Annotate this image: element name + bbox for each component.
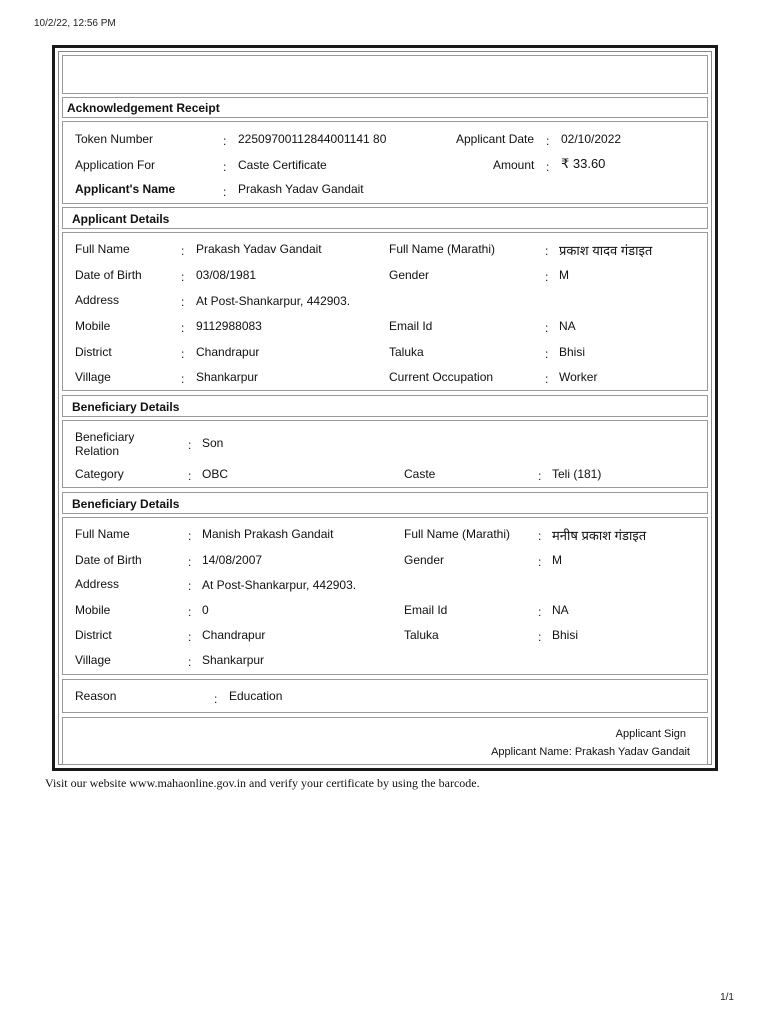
colon: : xyxy=(538,605,542,619)
receipt-title-box xyxy=(62,97,708,118)
address-label: Address xyxy=(75,293,120,307)
beneficiary-relation-box xyxy=(62,420,708,488)
colon: : xyxy=(538,469,542,483)
address-value: At Post-Shankarpur, 442903. xyxy=(196,294,351,308)
ben-village-value: Shankarpur xyxy=(202,653,265,667)
colon: : xyxy=(214,692,218,706)
gender-value: M xyxy=(559,268,569,282)
mobile-value: 9112988083 xyxy=(196,319,262,333)
colon: : xyxy=(181,321,185,335)
ben-mobile-label: Mobile xyxy=(75,603,111,617)
village-label: Village xyxy=(75,370,111,384)
occupation-value: Worker xyxy=(559,370,598,384)
caste-label: Caste xyxy=(404,467,436,481)
reason-box xyxy=(62,679,708,713)
email-value: NA xyxy=(559,319,576,333)
colon: : xyxy=(223,134,227,148)
ben-email-label: Email Id xyxy=(404,603,448,617)
beneficiary-details-title: Beneficiary Details xyxy=(72,497,180,511)
verification-note: Visit our website www.mahaonline.gov.in and verify your certificate by using the barcode. xyxy=(45,776,480,790)
taluka-value: Bhisi xyxy=(559,345,586,359)
token-label: Token Number xyxy=(75,132,154,146)
ben-dob-label: Date of Birth xyxy=(75,553,142,567)
ben-full-name-marathi-label: Full Name (Marathi) xyxy=(404,527,511,541)
colon: : xyxy=(538,630,542,644)
colon: : xyxy=(546,160,550,174)
colon: : xyxy=(545,321,549,335)
district-value: Chandrapur xyxy=(196,345,260,359)
applicant-details-title-box xyxy=(62,207,708,229)
reason-value: Education xyxy=(229,689,283,703)
full-name-marathi-label: Full Name (Marathi) xyxy=(389,242,496,256)
colon: : xyxy=(188,555,192,569)
ben-gender-label: Gender xyxy=(404,553,445,567)
ben-mobile-value: 0 xyxy=(202,603,209,617)
beneficiary-relation-title: Beneficiary Details xyxy=(72,400,180,414)
caste-value: Teli (181) xyxy=(552,467,602,481)
amount-value: ₹ 33.60 xyxy=(561,156,606,171)
receipt-frame xyxy=(52,45,718,771)
beneficiary-relation-title-box xyxy=(62,395,708,417)
dob-label: Date of Birth xyxy=(75,268,142,282)
colon: : xyxy=(188,655,192,669)
occupation-label: Current Occupation xyxy=(389,370,494,384)
signature-box xyxy=(62,717,708,765)
dob-value: 03/08/1981 xyxy=(196,268,257,282)
token-value: 22509700112844001141 80 xyxy=(238,132,387,146)
colon: : xyxy=(223,185,227,199)
ben-district-label: District xyxy=(75,628,112,642)
print-timestamp: 10/2/22, 12:56 PM xyxy=(34,18,116,29)
applicant-date-value: 02/10/2022 xyxy=(561,132,622,146)
full-name-marathi-value: प्रकाश यादव गंडाइत xyxy=(559,243,653,258)
beneficiary-details-title-box xyxy=(62,492,708,514)
receipt-title: Acknowledgement Receipt xyxy=(67,101,220,115)
applicant-details-box xyxy=(62,232,708,391)
colon: : xyxy=(181,244,185,258)
applicant-sign-label: Applicant Sign xyxy=(615,728,686,740)
applicant-details-title: Applicant Details xyxy=(72,212,170,226)
colon: : xyxy=(188,529,192,543)
ben-email-value: NA xyxy=(552,603,569,617)
district-label: District xyxy=(75,345,112,359)
colon: : xyxy=(538,529,542,543)
ben-address-value: At Post-Shankarpur, 442903. xyxy=(202,578,357,592)
mobile-label: Mobile xyxy=(75,319,111,333)
ben-taluka-label: Taluka xyxy=(404,628,439,642)
ben-full-name-marathi-value: मनीष प्रकाश गंडाइत xyxy=(552,528,647,543)
amount-label: Amount xyxy=(493,158,535,172)
receipt-inner-frame xyxy=(58,51,712,765)
full-name-label: Full Name xyxy=(75,242,130,256)
token-info-box xyxy=(62,121,708,204)
applicant-name-label: Applicant's Name xyxy=(75,182,176,196)
colon: : xyxy=(181,270,185,284)
ben-gender-value: M xyxy=(552,553,562,567)
applicant-name-value: Prakash Yadav Gandait xyxy=(238,182,364,196)
colon: : xyxy=(188,438,192,452)
full-name-value: Prakash Yadav Gandait xyxy=(196,242,322,256)
beneficiary-details-box xyxy=(62,517,708,675)
colon: : xyxy=(545,270,549,284)
category-value: OBC xyxy=(202,467,229,481)
colon: : xyxy=(181,347,185,361)
application-for-label: Application For xyxy=(75,158,156,172)
village-value: Shankarpur xyxy=(196,370,259,384)
colon: : xyxy=(181,372,185,386)
ben-address-label: Address xyxy=(75,577,120,591)
colon: : xyxy=(188,579,192,593)
colon: : xyxy=(538,555,542,569)
colon: : xyxy=(181,295,185,309)
ben-district-value: Chandrapur xyxy=(202,628,266,642)
email-label: Email Id xyxy=(389,319,433,333)
page-number: 1/1 xyxy=(720,992,734,1003)
relation-value: Son xyxy=(202,436,224,450)
applicant-name-line: Applicant Name: Prakash Yadav Gandait xyxy=(491,746,690,758)
ben-village-label: Village xyxy=(75,653,111,667)
colon: : xyxy=(188,469,192,483)
relation-label: Beneficiary Relation xyxy=(75,430,135,458)
receipt-header-box xyxy=(62,55,708,94)
ben-full-name-label: Full Name xyxy=(75,527,130,541)
ben-taluka-value: Bhisi xyxy=(552,628,579,642)
colon: : xyxy=(546,134,550,148)
colon: : xyxy=(545,372,549,386)
colon: : xyxy=(188,630,192,644)
colon: : xyxy=(545,244,549,258)
colon: : xyxy=(223,160,227,174)
ben-dob-value: 14/08/2007 xyxy=(202,553,263,567)
gender-label: Gender xyxy=(389,268,430,282)
reason-label: Reason xyxy=(75,689,117,703)
colon: : xyxy=(545,347,549,361)
applicant-date-label: Applicant Date xyxy=(456,132,535,146)
application-for-value: Caste Certificate xyxy=(238,158,327,172)
ben-full-name-value: Manish Prakash Gandait xyxy=(202,527,334,541)
taluka-label: Taluka xyxy=(389,345,424,359)
colon: : xyxy=(188,605,192,619)
category-label: Category xyxy=(75,467,124,481)
